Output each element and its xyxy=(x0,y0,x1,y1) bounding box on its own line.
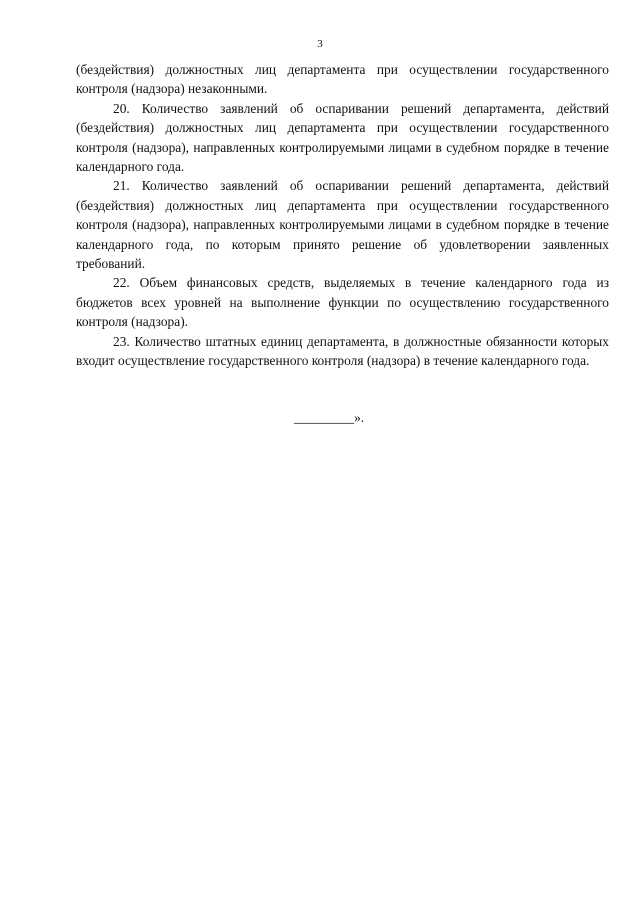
page-number: 3 xyxy=(317,38,323,50)
paragraph-item-22: 22. Объем финансовых средств, выделяемых в течение календарного года из бюджетов всех уровней на выполнение функции по осуществлению государственного контроля (надзора). xyxy=(76,275,609,330)
paragraph-item-23: 23. Количество штатных единиц департамента, в должностные обязанности которых входит осуществление государственного контроля (надзора) в течение календарного года. xyxy=(76,333,609,369)
paragraph-item-21: 21. Количество заявлений об оспаривании решений департамента, действий (бездействия) должностных лиц департамента при осуществлении государственного контроля (надзора), направленных контролируемыми лицами в судебном порядке в течение календарного года, по которым принято решение об удовлетворении заявленных требований. xyxy=(76,178,609,272)
paragraph-item-20: 20. Количество заявлений об оспаривании решений департамента, действий (бездействия) должностных лиц департамента при осуществлении государственного контроля (надзора), направленных контролируемыми лицами в судебном порядке в течение календарного года. xyxy=(76,100,609,175)
document-body xyxy=(76,60,609,371)
closing-mark: _________». xyxy=(293,410,365,425)
paragraph-continuation: (бездействия) должностных лиц департамента при осуществлении государственного контроля (надзора) незаконными. xyxy=(76,62,609,97)
